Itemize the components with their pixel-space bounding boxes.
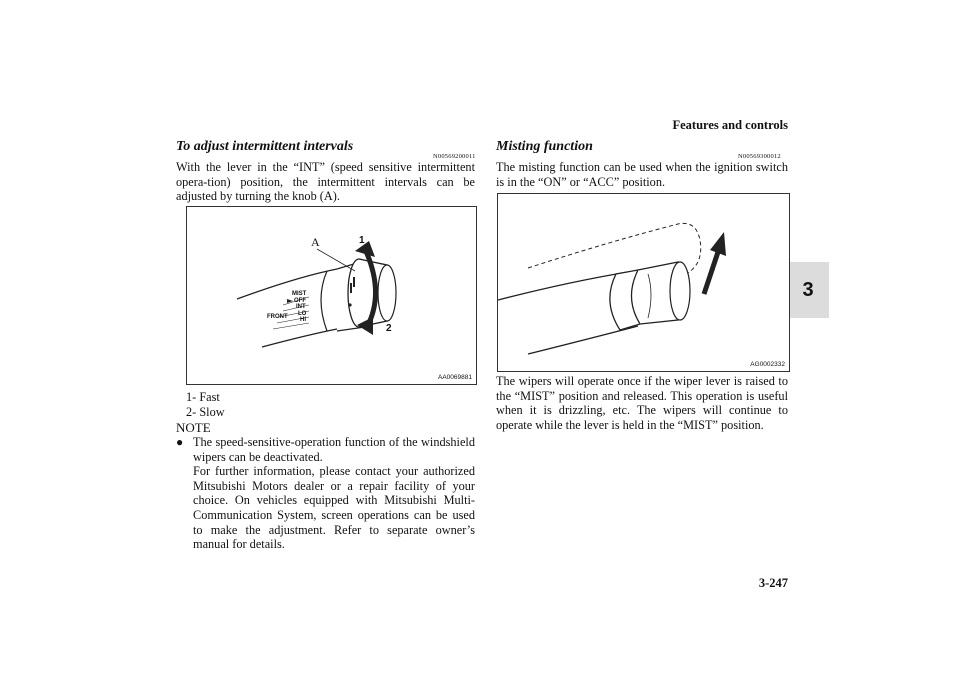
figure-wiper-knob (186, 206, 477, 385)
section-heading-intermittent: To adjust intermittent intervals (176, 139, 354, 154)
label-slow-number: 2 (386, 323, 392, 334)
figure-id-left: AA0069881 (438, 374, 472, 381)
figure-misting-lever (497, 193, 790, 372)
section-code-intermittent: N00569200011 (433, 153, 476, 160)
header-title: Features and controls (672, 118, 788, 132)
wiper-knob-illustration (187, 207, 476, 384)
note-line-1: The speed-sensitive-operation function of the windshield wipers can be deactivated. (193, 435, 475, 464)
page-number: 3-247 (758, 576, 788, 590)
note-bullet-icon: ● (176, 435, 184, 449)
misting-body-text: The wipers will operate once if the wiper lever is raised to the “MIST” position and released. This operation is useful when it is drizzling, etc. The wipers will continue to operate while the lever is held in the “MIST” position. (496, 374, 788, 432)
intermittent-intro-text: With the lever in the “INT” (speed sensitive intermittent opera-tion) position, the intermittent intervals can be adjusted by turning the knob (A). (176, 160, 475, 204)
section-heading-misting: Misting function (496, 139, 593, 154)
section-code-misting: N00569300012 (738, 153, 781, 160)
legend-item-slow: 2- Slow (186, 404, 225, 419)
misting-lever-illustration (498, 194, 789, 371)
label-fast-number: 1 (359, 235, 365, 246)
note-title: NOTE (176, 420, 211, 435)
note-text (193, 435, 475, 552)
label-front: FRONT (267, 314, 288, 320)
note-line-2: For further information, please contact your authorized Mitsubishi Motors dealer or a repair facility of your choice. On vehicles equipped with Mitsubishi Multi-Communication System, screen operations can be used to make the adjustment. Refer to separate owner’s manual for details. (193, 464, 475, 552)
figure-id-right: AG0002332 (750, 361, 785, 368)
lever-position-labels: MIST OFF INT LO HI (292, 291, 307, 324)
misting-intro-text: The misting function can be used when the ignition switch is in the “ON” or “ACC” position. (496, 160, 788, 189)
legend-list (186, 390, 225, 419)
chapter-tab: 3 (787, 262, 829, 318)
knob-label-a: A (311, 235, 320, 249)
legend-item-fast: 1- Fast (186, 390, 220, 404)
